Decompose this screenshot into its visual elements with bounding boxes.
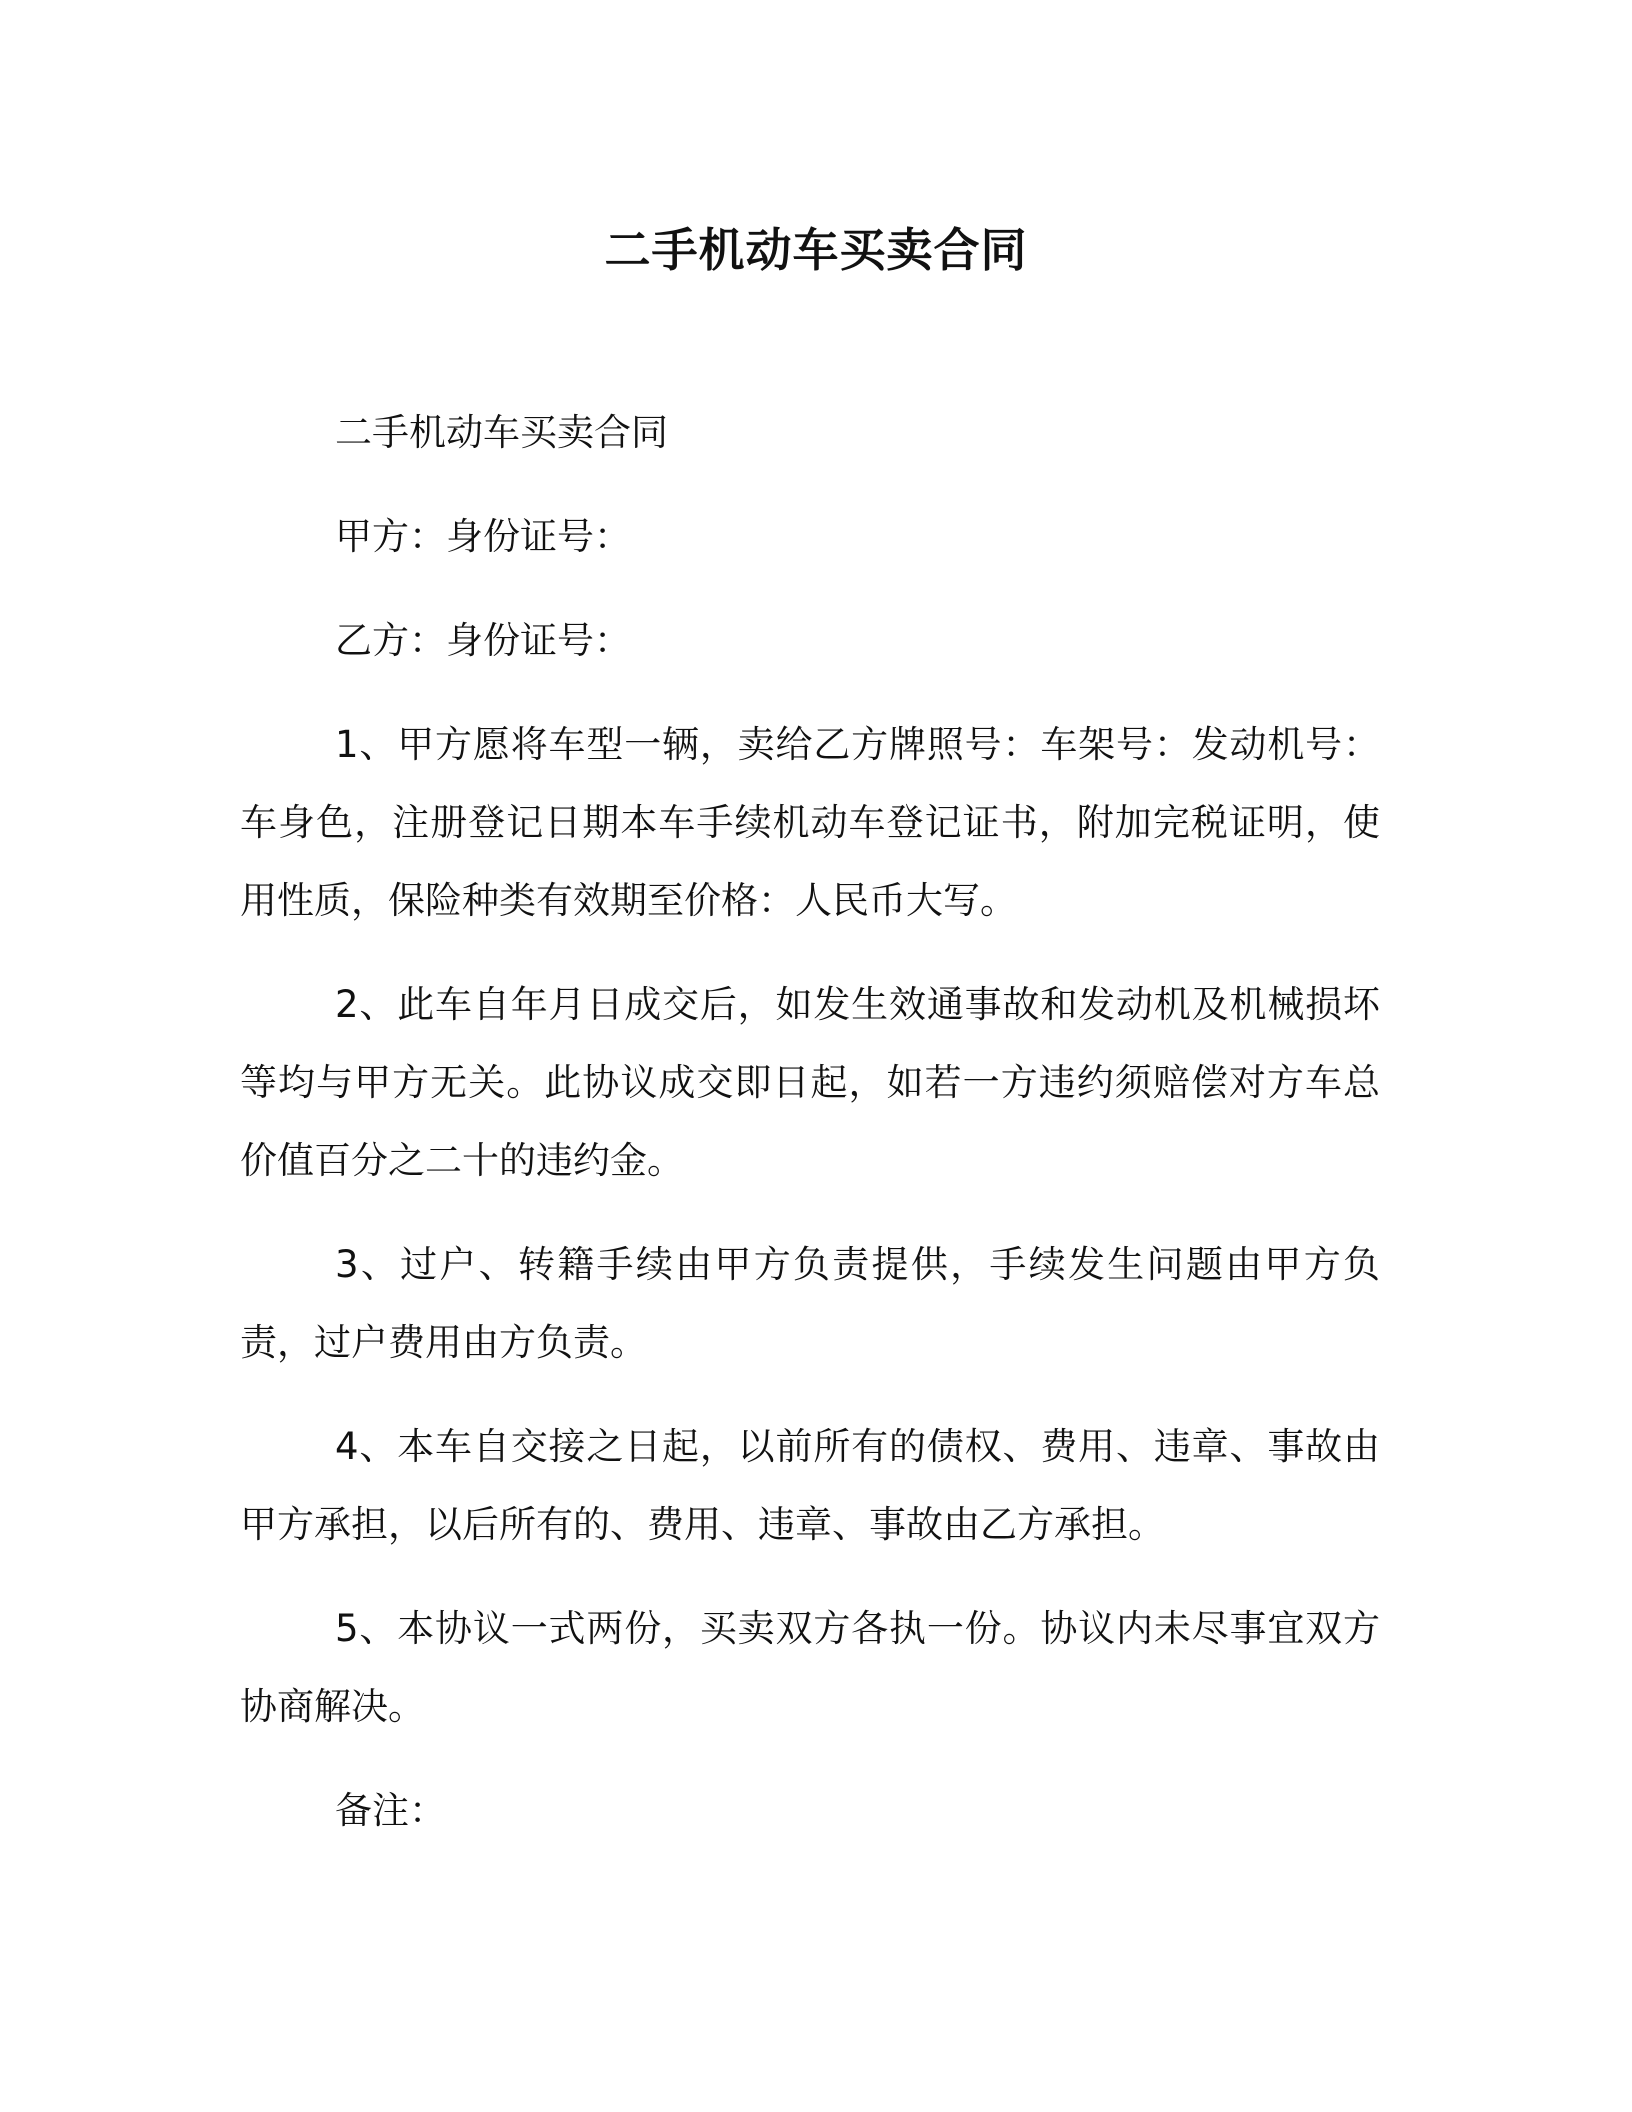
clause-2: 2、此车自年月日成交后，如发生效通事故和发动机及机械损坏等均与甲方无关。此协议成交即日起，如若一方违约须赔偿对方车总价值百分之二十的违约金。 xyxy=(240,983,1380,1182)
clause-4: 4、本车自交接之日起，以前所有的债权、费用、违章、事故由甲方承担，以后所有的、费用、违章、事故由乙方承担。 xyxy=(240,1425,1380,1546)
document-body xyxy=(240,394,1380,1876)
subtitle-paragraph: 二手机动车买卖合同 xyxy=(335,411,668,454)
clause-3: 3、过户、转籍手续由甲方负责提供，手续发生问题由甲方负责，过户费用由方负责。 xyxy=(240,1243,1380,1364)
remarks-line: 备注： xyxy=(335,1789,446,1832)
document-title: 二手机动车买卖合同 xyxy=(604,223,1028,277)
clause-1: 1、甲方愿将车型一辆，卖给乙方牌照号：车架号：发动机号：车身色，注册登记日期本车手续机动车登记证书，附加完税证明，使用性质，保险种类有效期至价格：人民币大写。 xyxy=(240,723,1380,922)
clause-5: 5、本协议一式两份，买卖双方各执一份。协议内未尽事宜双方协商解决。 xyxy=(240,1607,1380,1728)
party-a-line: 甲方：身份证号： xyxy=(335,515,631,558)
party-b-line: 乙方：身份证号： xyxy=(335,619,631,662)
